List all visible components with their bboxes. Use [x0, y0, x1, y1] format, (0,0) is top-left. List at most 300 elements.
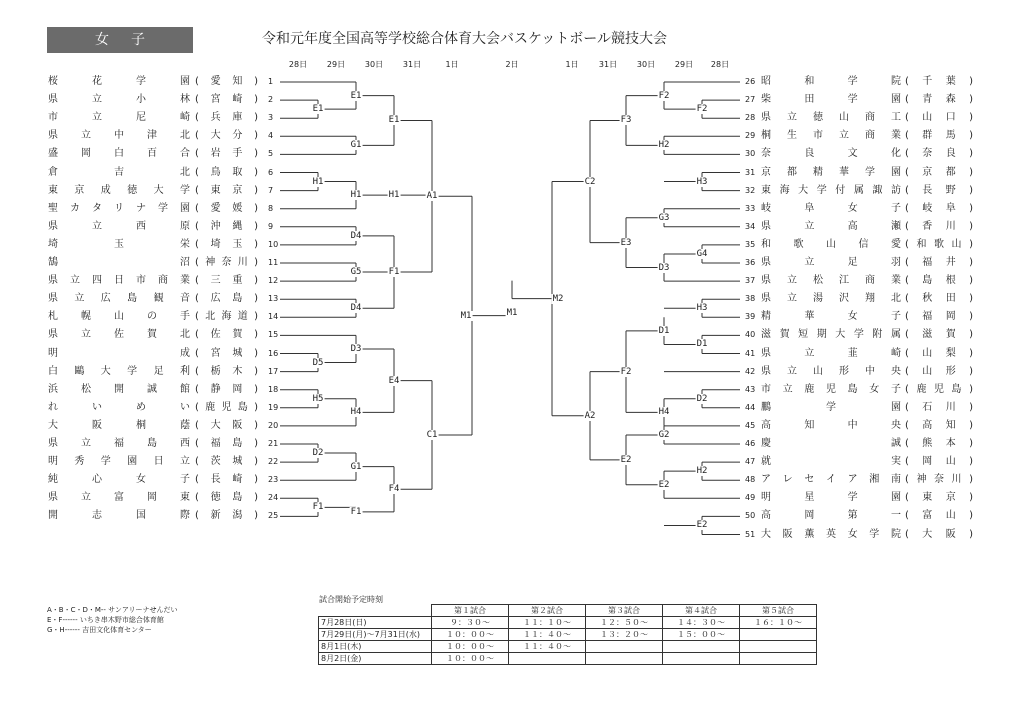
- seed-number: 45: [745, 420, 756, 430]
- game-label: F2: [658, 90, 670, 101]
- team-name: 白 鷗 大 学 足 利: [48, 365, 190, 377]
- team-name: 聖 カ タ リ ナ 学 園: [48, 202, 190, 214]
- game-label: F1: [350, 506, 362, 517]
- seed-number: 3: [268, 113, 274, 123]
- team-row: [761, 147, 973, 161]
- seed-number: 25: [268, 511, 279, 521]
- team-prefecture: ( 長 野 ): [905, 184, 973, 196]
- team-prefecture: ( 高 知 ): [905, 419, 973, 431]
- seed-number: 5: [268, 149, 274, 159]
- team-prefecture: ( 埼 玉 ): [195, 238, 258, 250]
- team-name: 昭 和 学 院: [761, 76, 901, 87]
- team-row: [48, 75, 258, 89]
- game-label: H1: [388, 190, 400, 201]
- team-prefecture: ( 徳 島 ): [195, 492, 258, 504]
- seed-number: 49: [745, 493, 756, 503]
- team-row: [48, 383, 258, 397]
- seed-number: 33: [745, 203, 756, 213]
- team-row: [48, 328, 258, 342]
- team-row: [761, 328, 973, 342]
- game-label: A2: [584, 410, 596, 421]
- team-prefecture: ( 宮 城 ): [195, 347, 258, 359]
- team-prefecture: ( 大 分 ): [195, 130, 258, 142]
- team-row: [48, 111, 258, 125]
- table-cell: [586, 641, 663, 653]
- table-cell: [586, 653, 663, 665]
- team-row: [761, 401, 973, 415]
- column-header: 第３試合: [586, 605, 663, 617]
- team-prefecture: ( 岐 阜 ): [905, 202, 973, 214]
- game-label: H5: [312, 393, 324, 404]
- seed-number: 48: [745, 475, 756, 485]
- team-prefecture: ( 山 口 ): [905, 112, 973, 124]
- schedule-title: 試合開始予定時刻: [319, 595, 383, 604]
- team-prefecture: ( 北 海 道 ): [195, 311, 258, 323]
- team-row: [761, 455, 973, 469]
- team-row: [761, 473, 973, 487]
- team-row: [761, 93, 973, 107]
- game-label: F1: [388, 267, 400, 278]
- table-cell: ９：３０～: [432, 617, 509, 629]
- seed-number: 36: [745, 258, 756, 267]
- team-name: 県 立 高 瀬: [761, 220, 901, 232]
- game-label: M2: [552, 293, 564, 304]
- team-name: 鵠 沼: [48, 257, 190, 268]
- column-header: 第５試合: [740, 605, 817, 617]
- seed-number: 4: [268, 131, 274, 141]
- seed-number: 20: [268, 420, 279, 430]
- team-prefecture: ( 広 島 ): [195, 293, 258, 305]
- table-row: [319, 641, 817, 653]
- team-row: [48, 129, 258, 143]
- seed-number: 8: [268, 203, 274, 213]
- seed-number: 23: [268, 475, 279, 485]
- table-cell: １５：００～: [663, 629, 740, 641]
- team-prefecture: ( 福 岡 ): [905, 311, 973, 323]
- team-name: 浜 松 開 誠 館: [48, 383, 190, 395]
- team-name: 京 都 精 華 学 園: [761, 166, 901, 178]
- team-row: [761, 365, 973, 379]
- seed-number: 15: [268, 330, 279, 340]
- game-label: D2: [696, 393, 708, 404]
- team-row: [48, 401, 258, 415]
- game-label: H4: [658, 407, 670, 418]
- game-label: C1: [426, 429, 438, 440]
- team-prefecture: ( 岡 山 ): [905, 456, 973, 468]
- team-prefecture: ( 和 歌 山 ): [905, 238, 973, 250]
- team-row: [48, 473, 258, 487]
- team-row: [761, 111, 973, 125]
- seed-number: 16: [268, 348, 279, 358]
- team-name: 県 立 山 形 中 央: [761, 365, 901, 377]
- date-label: 2日: [505, 60, 519, 69]
- table-cell: １１：４０～: [509, 629, 586, 641]
- team-prefecture: ( 鳥 取 ): [195, 166, 258, 178]
- team-prefecture: ( 熊 本 ): [905, 438, 973, 449]
- seed-number: 46: [745, 439, 756, 448]
- team-name: 奈 良 文 化: [761, 148, 901, 160]
- game-label: G1: [350, 140, 362, 151]
- team-name: 岐 阜 女 子: [761, 202, 901, 214]
- legend-line: A・B・C・D・M-- サンアリーナせんだい: [47, 606, 178, 614]
- team-row: [761, 383, 973, 397]
- team-name: 県 立 佐 賀 北: [48, 329, 190, 341]
- team-name: 盛 岡 白 百 合: [48, 148, 190, 160]
- team-name: 倉 吉 北: [48, 166, 190, 178]
- team-prefecture: ( 鹿 児 島 ): [905, 383, 973, 395]
- game-label: D4: [350, 303, 362, 314]
- team-row: [761, 202, 973, 216]
- date-label: 1日: [445, 60, 459, 69]
- seed-number: 19: [268, 402, 279, 412]
- category-badge: 女子: [47, 27, 193, 53]
- seed-number: 22: [268, 457, 279, 467]
- page-title: 令和元年度全国高等学校総合体育大会バスケットボール競技大会: [262, 31, 668, 47]
- seed-number: 31: [745, 167, 756, 177]
- table-cell: 7月29日(月)～7月31日(水): [319, 629, 432, 641]
- game-label: A1: [426, 191, 438, 202]
- table-cell: １２：５０～: [586, 617, 663, 629]
- table-cell: [740, 641, 817, 653]
- seed-number: 24: [268, 493, 279, 503]
- team-prefecture: ( 山 形 ): [905, 365, 973, 377]
- team-name: 県 立 足 羽: [761, 257, 901, 268]
- team-name: 東 京 成 徳 大 学: [48, 184, 190, 196]
- team-row: [761, 310, 973, 324]
- date-label: 30日: [364, 60, 384, 69]
- team-name: 県 立 福 島 西: [48, 438, 190, 449]
- team-row: [761, 238, 973, 252]
- team-row: [761, 184, 973, 198]
- team-prefecture: ( 青 森 ): [905, 94, 973, 106]
- team-prefecture: ( 神 奈 川 ): [905, 474, 973, 486]
- team-name: 明 成: [48, 347, 190, 359]
- team-name: 純 心 女 子: [48, 474, 190, 486]
- team-prefecture: ( 京 都 ): [905, 166, 973, 178]
- team-prefecture: ( 佐 賀 ): [195, 329, 258, 341]
- date-label: 31日: [598, 60, 618, 69]
- team-name: 明 星 学 園: [761, 492, 901, 504]
- team-prefecture: ( 秋 田 ): [905, 293, 973, 305]
- team-name: 県 立 広 島 観 音: [48, 293, 190, 305]
- game-label: F2: [696, 104, 708, 115]
- column-header: [319, 605, 432, 617]
- seed-number: 38: [745, 294, 756, 304]
- team-name: 明 秀 学 園 日 立: [48, 456, 190, 468]
- date-label: 30日: [636, 60, 656, 69]
- team-row: [761, 491, 973, 505]
- game-label: F3: [620, 115, 632, 126]
- team-name: 高 岡 第 一: [761, 510, 901, 522]
- seed-number: 14: [268, 312, 279, 322]
- team-name: 市 立 鹿 児 島 女 子: [761, 383, 901, 395]
- game-label: G3: [658, 212, 670, 223]
- team-row: [48, 347, 258, 361]
- team-row: [48, 256, 258, 270]
- seed-number: 51: [745, 529, 756, 539]
- seed-number: 42: [745, 366, 756, 376]
- team-prefecture: ( 東 京 ): [195, 184, 258, 196]
- team-prefecture: ( 新 潟 ): [195, 510, 258, 522]
- seed-number: 50: [745, 511, 756, 521]
- team-row: [48, 292, 258, 306]
- seed-number: 2: [268, 95, 274, 105]
- table-cell: 7月28日(日): [319, 617, 432, 629]
- team-row: [48, 184, 258, 198]
- team-name: 高 知 中 央: [761, 419, 901, 431]
- game-label: E1: [350, 90, 362, 101]
- team-prefecture: ( 鹿 児 島 ): [195, 401, 258, 413]
- team-name: 開 志 国 際: [48, 510, 190, 522]
- seed-number: 35: [745, 239, 756, 249]
- legend-line: E・F------ いちき串木野市総合体育館: [47, 616, 164, 624]
- game-label: D3: [350, 343, 362, 354]
- team-name: 県 立 湯 沢 翔 北: [761, 293, 901, 305]
- table-cell: [663, 641, 740, 653]
- team-prefecture: ( 滋 賀 ): [905, 329, 973, 341]
- seed-number: 34: [745, 221, 756, 231]
- team-prefecture: ( 千 葉 ): [905, 76, 973, 87]
- game-label: D3: [658, 262, 670, 273]
- seed-number: 10: [268, 239, 279, 249]
- team-prefecture: ( 山 梨 ): [905, 347, 973, 359]
- game-label: H2: [658, 140, 670, 151]
- table-cell: １６：１０～: [740, 617, 817, 629]
- game-label: D1: [658, 325, 670, 336]
- game-label: M1: [506, 307, 518, 318]
- table-cell: １０：００～: [432, 653, 509, 665]
- team-name: 県 立 韮 崎: [761, 347, 901, 359]
- team-name: 市 立 尼 崎: [48, 112, 190, 124]
- team-prefecture: ( 宮 崎 ): [195, 94, 258, 106]
- seed-number: 44: [745, 402, 756, 412]
- seed-number: 26: [745, 77, 756, 86]
- game-label: M1: [460, 310, 472, 321]
- game-label: H4: [350, 407, 362, 418]
- team-prefecture: ( 島 根 ): [905, 275, 973, 287]
- legend-line: G・H------ 吉田文化体育センター: [47, 626, 152, 634]
- date-label: 28日: [710, 60, 730, 69]
- table-cell: １１：４０～: [509, 641, 586, 653]
- game-label: C2: [584, 176, 596, 187]
- table-cell: １０：００～: [432, 641, 509, 653]
- team-row: [48, 365, 258, 379]
- team-row: [48, 437, 258, 451]
- team-name: 桐 生 市 立 商 業: [761, 130, 901, 142]
- seed-number: 17: [268, 366, 279, 376]
- seed-number: 32: [745, 185, 756, 195]
- seed-number: 29: [745, 131, 756, 141]
- game-label: H2: [696, 466, 708, 477]
- game-label: E2: [696, 520, 708, 531]
- team-prefecture: ( 三 重 ): [195, 275, 258, 287]
- team-name: 県 立 小 林: [48, 94, 190, 106]
- team-name: 県 立 四 日 市 商 業: [48, 275, 190, 287]
- team-prefecture: ( 大 阪 ): [905, 528, 973, 540]
- date-label: 31日: [402, 60, 422, 69]
- team-row: [48, 491, 258, 505]
- game-label: D4: [350, 230, 362, 241]
- venue-legend: [47, 605, 178, 635]
- seed-number: 18: [268, 384, 279, 394]
- seed-number: 47: [745, 457, 756, 467]
- seed-number: 12: [268, 276, 279, 286]
- table-cell: [740, 629, 817, 641]
- game-label: G2: [658, 429, 670, 440]
- game-label: F2: [620, 366, 632, 377]
- table-cell: 8月2日(金): [319, 653, 432, 665]
- team-row: [48, 509, 258, 523]
- game-label: E3: [620, 237, 632, 248]
- seed-number: 6: [268, 167, 274, 177]
- table-cell: １４：３０～: [663, 617, 740, 629]
- game-label: D2: [312, 448, 324, 459]
- seed-number: 39: [745, 312, 756, 322]
- seed-number: 37: [745, 276, 756, 286]
- seed-number: 21: [268, 439, 279, 448]
- team-prefecture: ( 栃 木 ): [195, 365, 258, 377]
- team-name: 柴 田 学 園: [761, 94, 901, 106]
- team-prefecture: ( 東 京 ): [905, 492, 973, 504]
- seed-number: 41: [745, 348, 756, 358]
- team-name: 桜 花 学 園: [48, 76, 190, 87]
- team-name: 県 立 富 岡 東: [48, 492, 190, 504]
- game-label: G1: [350, 461, 362, 472]
- seed-number: 9: [268, 221, 274, 231]
- date-label: 29日: [326, 60, 346, 69]
- team-prefecture: ( 茨 城 ): [195, 456, 258, 468]
- team-prefecture: ( 富 山 ): [905, 510, 973, 522]
- team-row: [761, 256, 973, 270]
- table-cell: 8月1日(木): [319, 641, 432, 653]
- team-name: 県 立 松 江 商 業: [761, 275, 901, 287]
- team-name: 鵬 学 園: [761, 401, 901, 413]
- table-cell: [663, 653, 740, 665]
- seed-number: 27: [745, 95, 756, 105]
- team-name: 埼 玉 栄: [48, 238, 190, 250]
- team-row: [48, 93, 258, 107]
- team-prefecture: ( 愛 知 ): [195, 76, 258, 87]
- team-name: 大 阪 桐 蔭: [48, 419, 190, 431]
- team-prefecture: ( 大 阪 ): [195, 419, 258, 431]
- team-prefecture: ( 愛 媛 ): [195, 202, 258, 214]
- team-row: [48, 455, 258, 469]
- team-row: [48, 274, 258, 288]
- table-row: [319, 617, 817, 629]
- table-header-row: [319, 605, 817, 617]
- game-label: E2: [620, 454, 632, 465]
- date-label: 28日: [288, 60, 308, 69]
- team-row: [761, 75, 973, 89]
- table-cell: １１：１０～: [509, 617, 586, 629]
- team-row: [761, 274, 973, 288]
- seed-number: 28: [745, 113, 756, 123]
- game-label: E1: [312, 104, 324, 115]
- team-name: ア レ セ イ ア 湘 南: [761, 474, 901, 486]
- schedule-table: [318, 604, 817, 665]
- team-prefecture: ( 沖 縄 ): [195, 220, 258, 232]
- date-label: 29日: [674, 60, 694, 69]
- team-prefecture: ( 長 崎 ): [195, 474, 258, 486]
- team-row: [761, 437, 973, 451]
- team-name: 大 阪 薫 英 女 学 院: [761, 528, 901, 540]
- team-name: 精 華 女 子: [761, 311, 901, 323]
- team-prefecture: ( 福 井 ): [905, 257, 973, 268]
- team-name: 県 立 西 原: [48, 220, 190, 232]
- game-label: E4: [388, 375, 400, 386]
- team-prefecture: ( 石 川 ): [905, 401, 973, 413]
- team-row: [48, 166, 258, 180]
- seed-number: 1: [268, 77, 274, 86]
- game-label: H1: [312, 176, 324, 187]
- team-row: [761, 166, 973, 180]
- team-row: [761, 509, 973, 523]
- team-prefecture: ( 岩 手 ): [195, 148, 258, 160]
- game-label: G5: [350, 267, 362, 278]
- team-prefecture: ( 神 奈 川 ): [195, 257, 258, 268]
- team-row: [48, 147, 258, 161]
- game-label: H1: [350, 190, 362, 201]
- team-name: 慶 誠: [761, 438, 901, 449]
- seed-number: 7: [268, 185, 274, 195]
- game-label: H3: [696, 176, 708, 187]
- table-cell: [509, 653, 586, 665]
- column-header: 第４試合: [663, 605, 740, 617]
- table-cell: １０：００～: [432, 629, 509, 641]
- team-name: 和 歌 山 信 愛: [761, 238, 901, 250]
- game-label: G4: [696, 248, 708, 259]
- team-row: [761, 220, 973, 234]
- game-label: D1: [696, 339, 708, 350]
- table-row: [319, 629, 817, 641]
- column-header: 第１試合: [432, 605, 509, 617]
- team-row: [48, 419, 258, 433]
- table-row: [319, 653, 817, 665]
- column-header: 第２試合: [509, 605, 586, 617]
- team-name: れ い め い: [48, 401, 190, 413]
- team-row: [761, 292, 973, 306]
- table-cell: １３：２０～: [586, 629, 663, 641]
- team-row: [761, 419, 973, 433]
- team-name: 札 幌 山 の 手: [48, 311, 190, 323]
- game-label: E1: [388, 115, 400, 126]
- table-cell: [740, 653, 817, 665]
- team-prefecture: ( 静 岡 ): [195, 383, 258, 395]
- team-name: 滋 賀 短 期 大 学 附 属: [761, 329, 901, 341]
- team-name: 就 実: [761, 456, 901, 468]
- team-name: 県 立 中 津 北: [48, 130, 190, 142]
- seed-number: 40: [745, 330, 756, 340]
- team-prefecture: ( 福 島 ): [195, 438, 258, 449]
- game-label: D5: [312, 357, 324, 368]
- seed-number: 30: [745, 149, 756, 159]
- seed-number: 13: [268, 294, 279, 304]
- team-row: [761, 528, 973, 542]
- team-row: [761, 347, 973, 361]
- team-name: 東 海 大 学 付 属 諏 訪: [761, 184, 901, 196]
- team-row: [761, 129, 973, 143]
- team-prefecture: ( 香 川 ): [905, 220, 973, 232]
- game-label: F1: [312, 502, 324, 513]
- team-prefecture: ( 群 馬 ): [905, 130, 973, 142]
- team-row: [48, 202, 258, 216]
- team-prefecture: ( 奈 良 ): [905, 148, 973, 160]
- seed-number: 11: [268, 258, 279, 267]
- team-row: [48, 238, 258, 252]
- game-label: E2: [658, 479, 670, 490]
- seed-number: 43: [745, 384, 756, 394]
- game-label: F4: [388, 484, 400, 495]
